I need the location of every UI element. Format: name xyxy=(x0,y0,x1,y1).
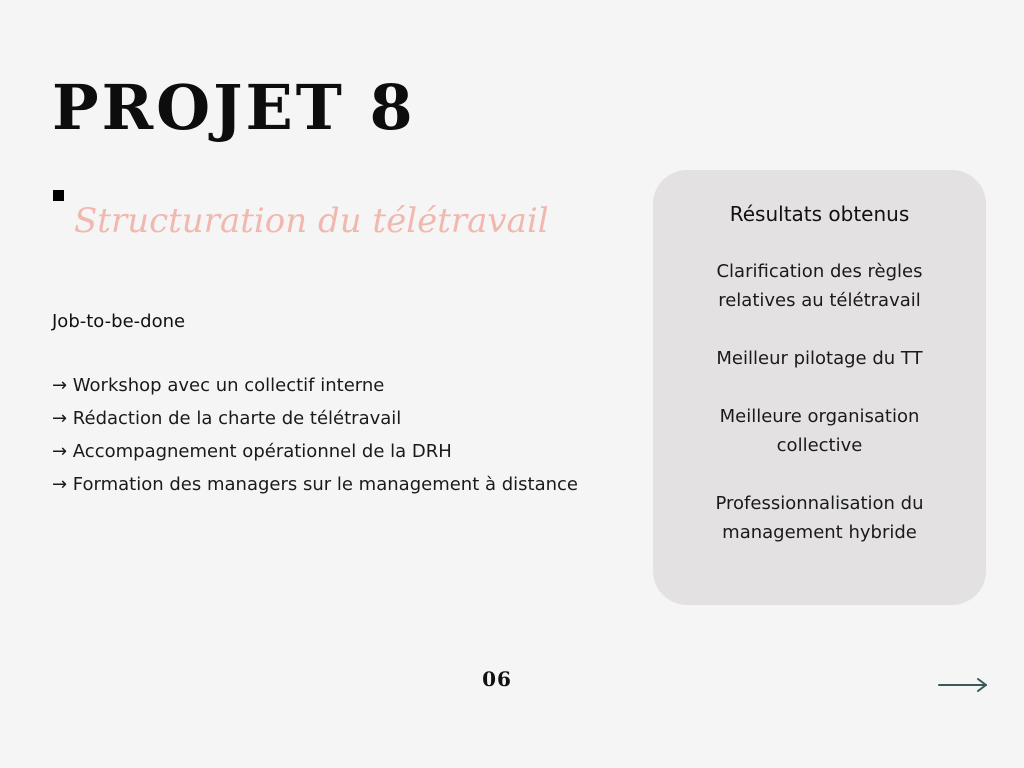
list-item: → Formation des managers sur le management à distance xyxy=(52,474,579,495)
page-title: PROJET 8 xyxy=(52,71,416,144)
arrow-right-icon xyxy=(936,674,990,696)
result-item: Professionnalisation du management hybride xyxy=(715,493,924,543)
job-to-be-done-label: Job-to-be-done xyxy=(52,311,186,332)
result-item: Meilleur pilotage du TT xyxy=(716,348,923,369)
list-item: → Accompagnement opérationnel de la DRH xyxy=(52,441,452,462)
square-bullet-icon xyxy=(53,190,64,201)
result-item: Clarification des règles relatives au télétravail xyxy=(716,261,923,311)
page-number: 06 xyxy=(482,667,512,691)
job-to-be-done-list xyxy=(52,369,592,501)
next-page-button[interactable] xyxy=(936,674,990,696)
list-item: → Rédaction de la charte de télétravail xyxy=(52,408,402,429)
list-item: → Workshop avec un collectif interne xyxy=(52,375,385,396)
result-item: Meilleure organisation collective xyxy=(719,406,920,456)
results-card xyxy=(653,170,986,605)
project-subtitle: Structuration du télétravail xyxy=(74,201,549,241)
results-title: Résultats obtenus xyxy=(729,202,910,226)
results-list xyxy=(675,257,964,547)
